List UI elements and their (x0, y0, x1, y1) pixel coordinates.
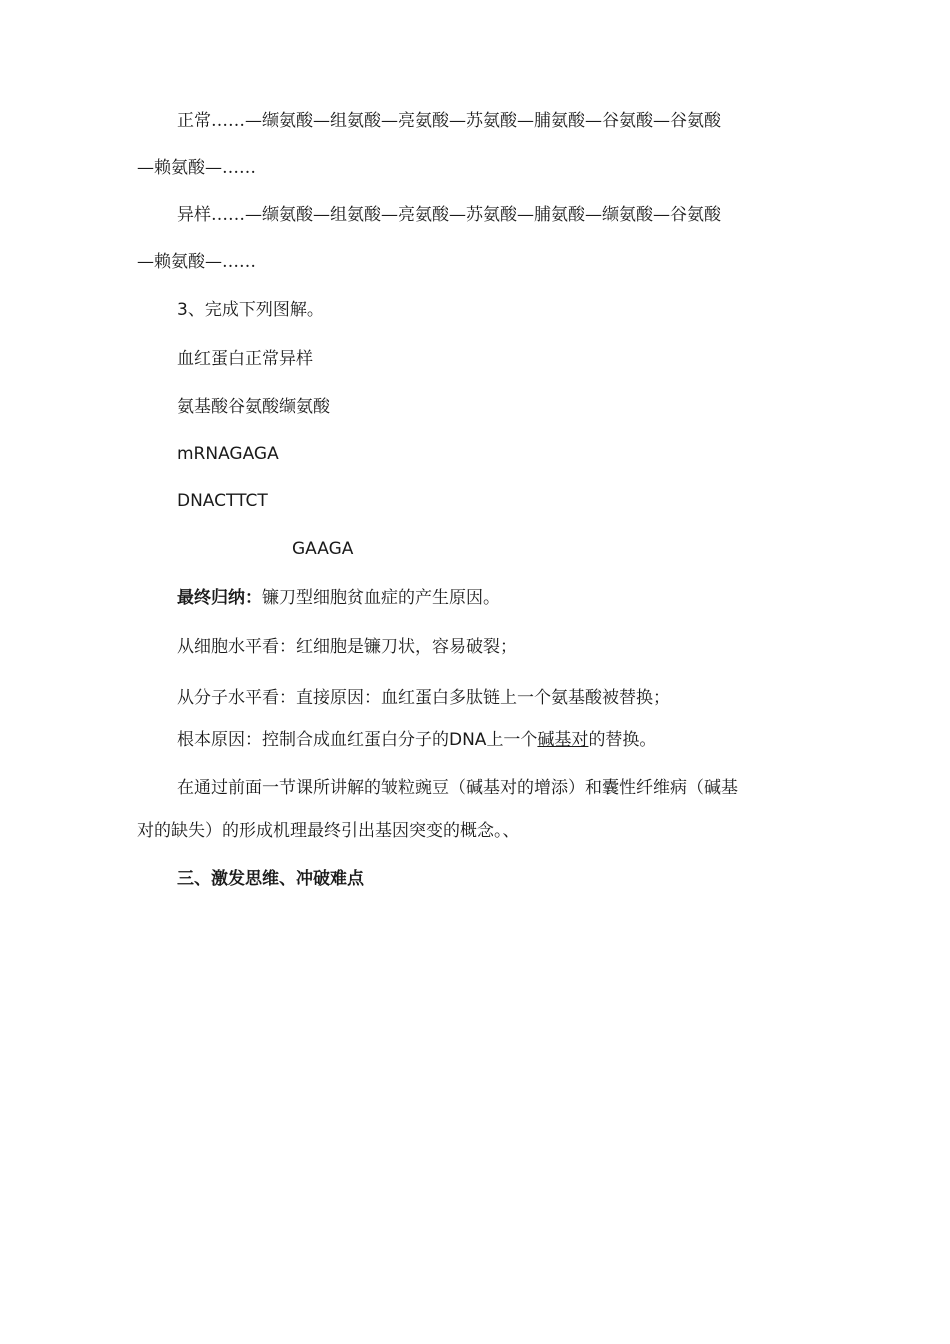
normal-sequence-line2: —赖氨酸—…… (137, 158, 256, 178)
diagram-row-protein: 血红蛋白正常异样 (177, 349, 313, 369)
molecular-level-line: 从分子水平看：直接原因：血红蛋白多肽链上一个氨基酸被替换； (177, 688, 670, 708)
root-cause-underlined-term: 碱基对 (537, 730, 589, 750)
abnormal-sequence-line2: —赖氨酸—…… (137, 252, 256, 272)
root-cause-line (177, 729, 656, 751)
diagram-row-dna: DNACTTCT (177, 491, 268, 511)
summary-label: 最终归纳： (177, 588, 262, 608)
abnormal-sequence-line1: 异样……—缬氨酸—组氨酸—亮氨酸—苏氨酸—脯氨酸—缬氨酸—谷氨酸 (177, 205, 721, 225)
concept-paragraph-line2: 对的缺失）的形成机理最终引出基因突变的概念。、 (137, 821, 520, 841)
root-cause-suffix: 的替换。 (588, 730, 657, 750)
summary-line (177, 587, 500, 609)
summary-text: 镰刀型细胞贫血症的产生原因。 (262, 588, 500, 608)
normal-sequence-line1: 正常……—缬氨酸—组氨酸—亮氨酸—苏氨酸—脯氨酸—谷氨酸—谷氨酸 (177, 111, 721, 131)
root-cause-dna: DNA (449, 730, 487, 750)
diagram-row-amino-acid: 氨基酸谷氨酸缬氨酸 (177, 397, 330, 417)
cell-level-line: 从细胞水平看：红细胞是镰刀状，容易破裂； (177, 637, 517, 657)
diagram-row-mrna: mRNAGAGA (177, 444, 279, 464)
diagram-row-dna-template: GAAGA (292, 539, 354, 559)
task-3-heading (177, 299, 324, 321)
root-cause-prefix: 根本原因：控制合成血红蛋白分子的 (177, 730, 449, 750)
concept-paragraph-line1: 在通过前面一节课所讲解的皱粒豌豆（碱基对的增添）和囊性纤维病（碱基 (177, 778, 738, 798)
root-cause-middle: 上一个 (486, 730, 538, 750)
section-3-heading: 三、激发思维、冲破难点 (177, 869, 364, 889)
task-3-text: 3、完成下列图解。 (177, 300, 324, 320)
